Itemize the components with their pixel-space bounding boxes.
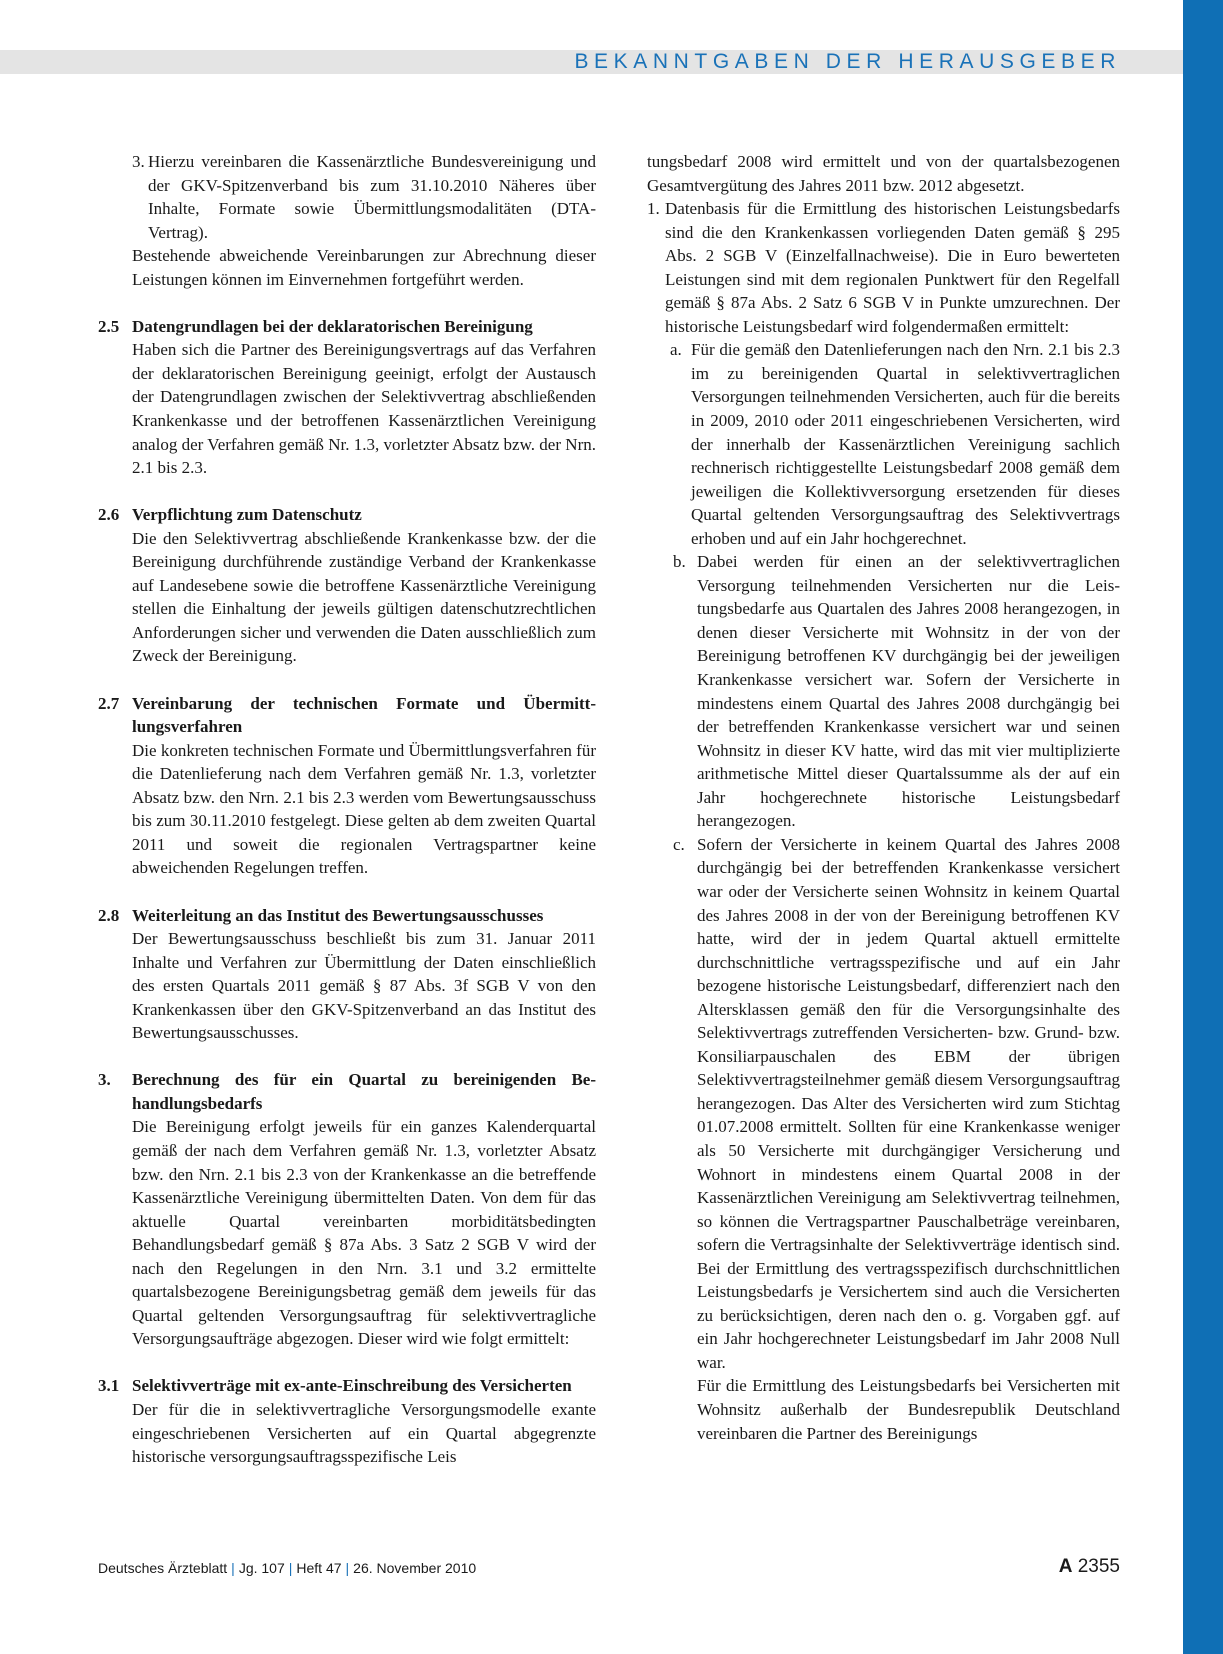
list-item-3 [98, 150, 596, 244]
section-heading: Vereinbarung der technischen Formate und Übermittlungsverfahren [132, 693, 596, 737]
footer-citation [98, 1560, 476, 1576]
footer-separator: | [231, 1560, 235, 1576]
section-header-title: BEKANNTGABEN DER HERAUSGEBER [574, 50, 1121, 73]
section-body: Haben sich die Partner des Bereinigungsvertrags auf das Verfahren der deklaratorischen Bereinigung geeinigt, erfolgt der Austausch der Datengrundlagen zwischen der Selektivvertrag abschließenden Krankenkasse und der betroffenen Kassenärztlichen Vereinigung analog der Verfahren gemäß Nr. 1.3, vorletzter Absatz bzw. der Nrn. 2.1 bis 2.3. [132, 340, 596, 478]
journal-name: Deutsches Ärzteblatt [98, 1560, 228, 1576]
list-item-text: Hierzu vereinbaren die Kassenärztliche Bundesvereinigung und der GKV-Spitzenverband bis zum 31.10.2010 Näheres über Inhalte, Formate sowie Übermittlungsmodalitäten (DTA-Vertrag). [148, 152, 596, 242]
list-item-text: Dabei werden für einen an der selektivvertraglichen Versorgung teilnehmenden Versicherten nur die Leistungsbedarfe aus Quartalen des Jahres 2008 herangezogen, in denen dieser Versicherte mit Wohnsitz in der von der Bereinigung betroffenen KV durchgängig bei der jeweiligen Krankenkasse versichert war. Sofern der Versicherte in mindestens einem Quartal des Jahres 2008 durchgängig bei der betreffenden Krankenkasse versichert war und seinen Wohnsitz in dieser KV hatte, wird das mit vier multiplizierte arithmetische Mittel dieser Quartalssumme als der auf ein Jahr hochgerechnete historische Leistungsbedarf herangezogen. [697, 552, 1120, 831]
page-number-block [1059, 1556, 1120, 1578]
section-number: 3. [98, 1070, 111, 1090]
section-3-1 [98, 1374, 596, 1468]
list-item-a [647, 338, 1120, 550]
list-item-letter: a. [670, 340, 682, 360]
footer-separator: | [288, 1560, 293, 1576]
list-item-text: Für die gemäß den Datenlieferungen nach den Nrn. 2.1 bis 2.3 im zu bereinigenden Quartal in selektivvertraglichen Versorgungen teilnehmenden Versicherten, auch für die bereits in 2009, 2010 oder 2011 eingeschriebenen Versicherten, wird der innerhalb der Kassenärztlichen Vereinigung sachlich rechnerisch richtiggestellte Leistungsbedarf 2008 gemäß dem jeweiligen die Kollektivversorgung ersetzenden für dieses Quartal geltenden Versorgungsauftrag des Selektivvertrags erhoben und auf ein Jahr hochgerechnet. [691, 340, 1120, 548]
paragraph: Für die Ermittlung des Leistungsbedarfs bei Versicherten mit Wohnsitz außerhalb der Bundesrepublik Deutschland vereinbaren die Partner des Bereinigungs [697, 1376, 1120, 1443]
section-2-6 [98, 503, 596, 668]
blue-side-bar [1183, 0, 1223, 1654]
journal-issue: Heft 47 [296, 1560, 342, 1576]
section-2-5 [98, 315, 596, 480]
section-2-7 [98, 692, 596, 880]
section-number: 2.6 [98, 505, 120, 525]
list-item-text: Datenbasis für die Ermittlung des historischen Leistungsbedarfs sind die den Krankenkassen vorliegenden Daten gemäß § 295 Abs. 2 SGB V (Einzelfallnachweise). Die in Euro bewerteten Leistungen sind mit dem regionalen Punktwert für den Regelfall gemäß § 87a Abs. 2 Satz 6 SGB V in Punkte umzurechnen. Der historische Leistungsbedarf wird folgendermaßen ermittelt: [665, 199, 1120, 336]
list-item-1 [647, 197, 1120, 338]
section-number: 2.8 [98, 905, 120, 925]
section-heading: Datengrundlagen bei der deklaratorischen Bereinigung [132, 316, 533, 336]
section-body: Der für die in selektivvertragliche Versorgungsmodelle exante eingeschriebenen Versicherten auf ein Quartal abgegrenzte historische versorgungsauftragsspezifische Leis [132, 1399, 596, 1467]
list-item-number: 3. [132, 152, 145, 171]
issue-date: 26. November 2010 [353, 1560, 477, 1576]
journal-volume: Jg. 107 [238, 1560, 285, 1576]
list-item-b [647, 550, 1120, 833]
section-heading: Berechnung des für ein Quartal zu bereinigenden Behandlungsbedarfs [132, 1070, 596, 1113]
right-column [647, 150, 1120, 1445]
section-body: Der Bewertungsausschuss beschließt bis zum 31. Januar 2011 Inhalte und Verfahren zur Übermittlung der Daten einschließlich des ersten Quartals 2011 gemäß § 87 Abs. 3f SGB V von den Krankenkassen über den GKV-Spitzenverband an das Institut des Bewertungsausschusses. [132, 929, 596, 1043]
section-3 [98, 1068, 596, 1351]
paragraph: Bestehende abweichende Vereinbarungen zur Abrechnung dieser Leistungen können im Einvernehmen fortgeführt werden. [132, 246, 596, 289]
list-item-number: 1. [647, 199, 660, 219]
section-number: 3.1 [98, 1376, 120, 1396]
paragraph-continuation: tungsbedarf 2008 wird ermittelt und von der quartalsbezogenen Gesamtvergütung des Jahres 2011 bzw. 2012 abgesetzt. [647, 152, 1120, 195]
section-number: 2.7 [98, 693, 120, 713]
section-body: Die konkreten technischen Formate und Übermittlungsverfahren für die Datenlieferung nach dem Verfahren gemäß Nr. 1.3, vorletzter Absatz bzw. den Nrn. 2.1 bis 2.3 werden vom Bewertungsausschuss bis zum 30.11.2010 festgelegt. Diese gelten ab dem zweiten Quartal 2011 und soweit die regionalen Vertragspartner keine abweichenden Regelungen treffen. [132, 740, 596, 878]
section-2-8 [98, 904, 596, 1045]
section-body: Die Bereinigung erfolgt jeweils für ein ganzes Kalenderquartal gemäß der nach dem Verfahren gemäß Nr. 1.3, vorletzter Absatz bzw. den Nrn. 2.1 bis 2.3 von der Krankenkasse an die betreffende Kassenärztliche Vereinigung übermittelten Daten. Von dem für das aktuelle Quartal vereinbarten morbiditätsbedingten Behandlungsbedarf gemäß § 87a Abs. 3 Satz 2 SGB V wird der nach den Regelungen in den Nrn. 3.1 und 3.2 ermittelte quartalsbezogene Bereinigungsbetrag gemäß dem jeweils für das Quartal geltenden Versorgungsauftrag für selektivvertragliche Versorgungsaufträge abgezogen. Dieser wird wie folgt ermittelt: [132, 1117, 596, 1349]
page-footer [98, 1556, 1120, 1582]
section-number: 2.5 [98, 316, 120, 336]
footer-separator: | [345, 1560, 350, 1576]
list-item-text: Sofern der Versicherte in keinem Quartal des Jahres 2008 durchgängig bei der betreffenden Krankenkasse versichert war oder der Versicherte seinen Wohnsitz in keinem Quartal des Jahres 2008 in der von der Bereinigung betroffenen KV hatte, wird der in jedem Quartal aktuell ermittelte durchschnittliche vertragsspezifische und auf ein Jahr bezogene historische Leistungsbedarf, differenziert nach den Altersklassen gemäß den für die Versorgungsinhalte des Selektivvertrags zutreffenden Versicherten- bzw. Grund- bzw. Konsiliarpauschalen des EBM der übrigen Selektivvertragsteilnehmer gemäß diesem Versorgungsauftrag herangezogen. Das Alter des Versicherten wird zum Stichtag 01.07.2008 ermittelt. Sollten für eine Krankenkasse weniger als 50 Versicherte mit durchgängiger Versicherung und Wohnort in mindestens einem Quartal 2008 in der Kassenärztlichen Vereinigung am Selektivvertrag teilnehmen, so können die Vertragspartner Pauschalbeträge vereinbaren, sofern die Vertragsinhalte der Selektivverträge identisch sind. Bei der Ermittlung des vertragsspezifisch durchschnittlichen Leistungsbedarfs je Versichertem sind auch die Versicherten zu berücksichtigen, deren nach den o. g. Vorgaben ggf. auf ein Jahr hochgerechneter Leistungsbedarf im Jahr 2008 Null war. [697, 834, 1120, 1372]
section-heading: Weiterleitung an das Institut des Bewertungsausschusses [132, 905, 544, 925]
section-body: Die den Selektivvertrag abschließende Krankenkasse bzw. der die Bereinigung durchführende zuständige Verband der Krankenkasse auf Landesebene sowie die betroffene Kassenärztliche Vereinigung stellen die Einhaltung der jeweils gültigen datenschutzrechtlichen Anforderungen sicher und verwenden die Daten ausschließlich zum Zweck der Bereinigung. [132, 528, 596, 666]
page-number: 2355 [1077, 1556, 1120, 1577]
section-heading: Selektivverträge mit ex-ante-Einschreibung des Versicherten [132, 1376, 572, 1396]
list-item-letter: c. [673, 834, 685, 854]
section-heading: Verpflichtung zum Datenschutz [132, 505, 362, 525]
page-letter: A [1058, 1556, 1073, 1577]
list-item-letter: b. [673, 552, 686, 572]
left-column [98, 150, 596, 1469]
list-item-c [647, 833, 1120, 1375]
